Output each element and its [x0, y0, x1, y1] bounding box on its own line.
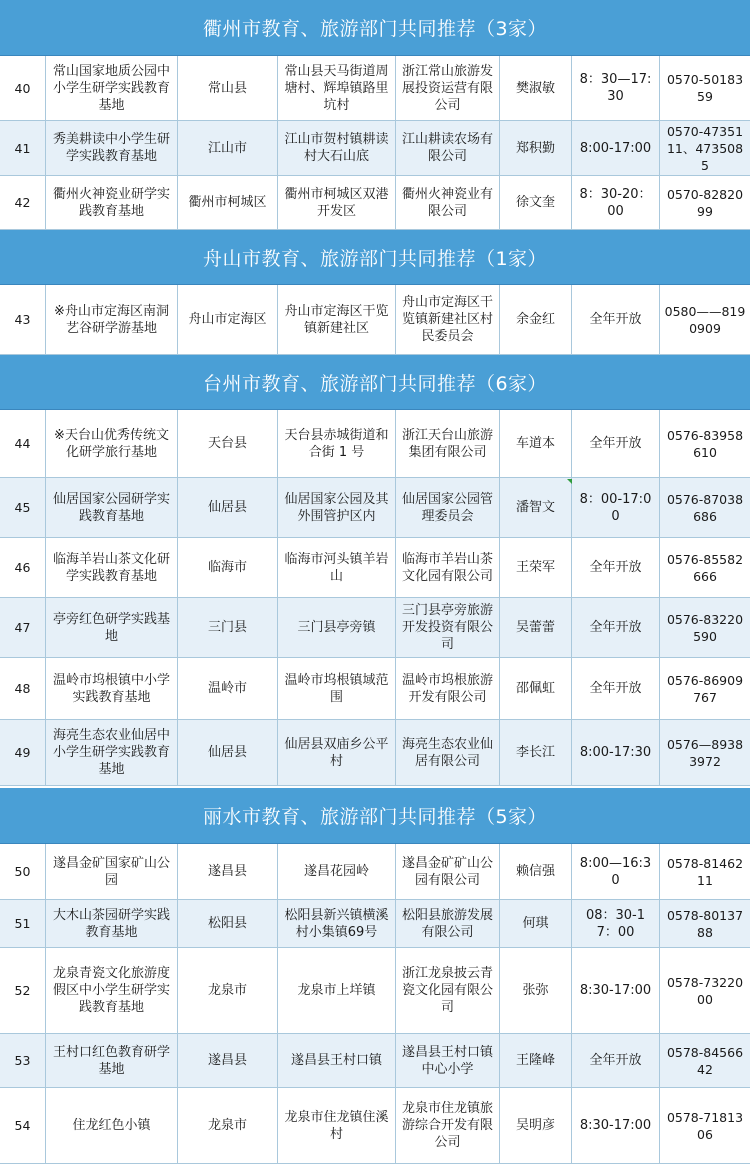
opening-hours-cell: 全年开放	[572, 1034, 660, 1087]
area-cell: 三门县	[178, 598, 278, 657]
operating-unit-cell: 龙泉市住龙镇旅游综合开发有限公司	[396, 1088, 500, 1163]
address-cell: 遂昌县王村口镇	[278, 1034, 396, 1087]
operating-unit-cell: 三门县亭旁旅游开发投资有限公司	[396, 598, 500, 657]
area-cell: 天台县	[178, 410, 278, 477]
contact-person-cell: 赖信强	[500, 844, 572, 899]
row-number-cell: 42	[0, 176, 46, 229]
area-cell: 常山县	[178, 56, 278, 120]
opening-hours-cell: 08：30-17：00	[572, 900, 660, 947]
phone-number-cell: 0576-87038686	[666, 491, 744, 524]
address-cell: 龙泉市上垟镇	[278, 948, 396, 1033]
phone-number-cell: 0570-5018359	[666, 72, 744, 104]
phone-number-cell: 0578-8146211	[666, 855, 744, 888]
opening-hours-cell: 全年开放	[572, 598, 660, 657]
phone-number-cell: 0578-8456642	[666, 1044, 744, 1077]
operating-unit-cell: 海亮生态农业仙居有限公司	[396, 720, 500, 785]
row-number-cell: 40	[0, 56, 46, 120]
row-number-cell: 52	[0, 948, 46, 1033]
table-row	[0, 538, 750, 598]
table-row	[0, 56, 750, 121]
area-cell: 龙泉市	[178, 948, 278, 1033]
phone-number-cell: 0576—89383972	[666, 736, 744, 769]
row-number-cell: 41	[0, 121, 46, 175]
phone-number-cell: 0570-8282099	[666, 186, 744, 219]
base-name-cell: 秀美耕读中小学生研学实践教育基地	[46, 121, 178, 175]
address-cell: 天台县赤城街道和合街 1 号	[278, 410, 396, 477]
table-row	[0, 285, 750, 355]
table-row	[0, 1034, 750, 1088]
opening-hours-cell: 8:30-17:00	[572, 948, 660, 1033]
table-row	[0, 658, 750, 720]
area-cell: 遂昌县	[178, 1034, 278, 1087]
table-row	[0, 410, 750, 478]
base-name-cell: 临海羊岩山茶文化研学实践教育基地	[46, 538, 178, 597]
opening-hours-cell: 8:00—16:30	[572, 844, 660, 899]
contact-person-cell: 郑积勤	[500, 121, 572, 175]
opening-hours-cell: 8：30-20：00	[572, 176, 660, 229]
phone-number-cell: 0576-85582666	[666, 551, 744, 584]
opening-hours-cell: 全年开放	[572, 410, 660, 477]
table-row	[0, 176, 750, 230]
area-cell: 龙泉市	[178, 1088, 278, 1163]
address-cell: 临海市河头镇羊岩山	[278, 538, 396, 597]
table-row	[0, 948, 750, 1034]
address-cell: 松阳县新兴镇横溪村小集镇69号	[278, 900, 396, 947]
contact-person-cell: 余金红	[500, 285, 572, 354]
contact-person-cell: 张弥	[500, 948, 572, 1033]
operating-unit-cell: 遂昌县王村口镇中心小学	[396, 1034, 500, 1087]
address-cell: 舟山市定海区干览镇新建社区	[278, 285, 396, 354]
contact-person-cell: 王隆峰	[500, 1034, 572, 1087]
contact-person-cell: 潘智文	[500, 478, 572, 537]
operating-unit-cell: 临海市羊岩山茶文化园有限公司	[396, 538, 500, 597]
section-title: 舟山市教育、旅游部门共同推荐（1家）	[0, 230, 750, 285]
opening-hours-cell: 全年开放	[572, 538, 660, 597]
operating-unit-cell: 江山耕读农场有限公司	[396, 121, 500, 175]
operating-unit-cell: 松阳县旅游发展有限公司	[396, 900, 500, 947]
operating-unit-cell: 浙江常山旅游发展投资运营有限公司	[396, 56, 500, 120]
base-name-cell: 龙泉青瓷文化旅游度假区中小学生研学实践教育基地	[46, 948, 178, 1033]
table-row	[0, 478, 750, 538]
contact-person-cell: 樊淑敏	[500, 56, 572, 120]
base-name-cell: 海亮生态农业仙居中小学生研学实践教育基地	[46, 720, 178, 785]
table-row	[0, 720, 750, 786]
opening-hours-cell: 全年开放	[572, 658, 660, 719]
area-cell: 临海市	[178, 538, 278, 597]
opening-hours-cell: 8：00-17:00	[572, 478, 660, 537]
operating-unit-cell: 浙江天台山旅游集团有限公司	[396, 410, 500, 477]
opening-hours-cell: 8：30—17:30	[572, 56, 660, 120]
base-name-cell: 大木山茶园研学实践教育基地	[46, 900, 178, 947]
opening-hours-cell: 8:00-17:00	[572, 121, 660, 175]
row-number-cell: 47	[0, 598, 46, 657]
base-name-cell: 衢州火神瓷业研学实践教育基地	[46, 176, 178, 229]
address-cell: 常山县天马街道周塘村、辉埠镇路里坑村	[278, 56, 396, 120]
base-name-cell: ※天台山优秀传统文化研学旅行基地	[46, 410, 178, 477]
area-cell: 仙居县	[178, 478, 278, 537]
row-number-cell: 43	[0, 285, 46, 354]
contact-person-cell: 徐文奎	[500, 176, 572, 229]
contact-person-cell: 邵佩虹	[500, 658, 572, 719]
phone-number-cell: 0578-7181306	[666, 1109, 744, 1142]
row-number-cell: 44	[0, 410, 46, 477]
operating-unit-cell: 仙居国家公园管理委员会	[396, 478, 500, 537]
contact-person-cell: 车道本	[500, 410, 572, 477]
contact-person-cell: 李长江	[500, 720, 572, 785]
address-cell: 仙居国家公园及其外围管护区内	[278, 478, 396, 537]
phone-number-cell: 0578-8013788	[666, 907, 744, 940]
operating-unit-cell: 浙江龙泉披云青瓷文化园有限公司	[396, 948, 500, 1033]
operating-unit-cell: 遂昌金矿矿山公园有限公司	[396, 844, 500, 899]
contact-person-cell: 吴明彦	[500, 1088, 572, 1163]
cell-comment-marker	[567, 479, 572, 484]
operating-unit-cell: 温岭市坞根旅游开发有限公司	[396, 658, 500, 719]
address-cell: 龙泉市住龙镇住溪村	[278, 1088, 396, 1163]
row-number-cell: 53	[0, 1034, 46, 1087]
table-row	[0, 844, 750, 900]
area-cell: 遂昌县	[178, 844, 278, 899]
section-title: 台州市教育、旅游部门共同推荐（6家）	[0, 355, 750, 410]
address-cell: 遂昌花园岭	[278, 844, 396, 899]
row-number-cell: 48	[0, 658, 46, 719]
phone-number-cell: 0576-83220590	[666, 611, 744, 644]
area-cell: 江山市	[178, 121, 278, 175]
row-number-cell: 54	[0, 1088, 46, 1163]
area-cell: 舟山市定海区	[178, 285, 278, 354]
address-cell: 江山市贺村镇耕读村大石山底	[278, 121, 396, 175]
area-cell: 温岭市	[178, 658, 278, 719]
opening-hours-cell: 8:30-17:00	[572, 1088, 660, 1163]
opening-hours-cell: 8:00-17:30	[572, 720, 660, 785]
section-title: 衢州市教育、旅游部门共同推荐（3家）	[0, 0, 750, 56]
address-cell: 三门县亭旁镇	[278, 598, 396, 657]
area-cell: 衢州市柯城区	[178, 176, 278, 229]
base-name-cell: ※舟山市定海区南洞艺谷研学游基地	[46, 285, 178, 354]
base-name-cell: 亭旁红色研学实践基地	[46, 598, 178, 657]
row-number-cell: 46	[0, 538, 46, 597]
contact-person-cell: 吴蕾蕾	[500, 598, 572, 657]
table-row	[0, 121, 750, 176]
base-name-cell: 王村口红色教育研学基地	[46, 1034, 178, 1087]
table-row	[0, 1088, 750, 1164]
address-cell: 仙居县双庙乡公平村	[278, 720, 396, 785]
base-name-cell: 常山国家地质公园中小学生研学实践教育基地	[46, 56, 178, 120]
phone-number-cell: 0578-7322000	[666, 974, 744, 1007]
base-name-cell: 仙居国家公园研学实践教育基地	[46, 478, 178, 537]
contact-person-cell: 何琪	[500, 900, 572, 947]
phone-number-cell: 0570-4735111、4735085	[666, 123, 744, 173]
phone-number-cell: 0580——8190909	[664, 303, 746, 336]
row-number-cell: 49	[0, 720, 46, 785]
operating-unit-cell: 衢州火神瓷业有限公司	[396, 176, 500, 229]
phone-number-cell: 0576-86909767	[666, 672, 744, 705]
base-name-cell: 温岭市坞根镇中小学实践教育基地	[46, 658, 178, 719]
area-cell: 松阳县	[178, 900, 278, 947]
table-row	[0, 900, 750, 948]
row-number-cell: 51	[0, 900, 46, 947]
base-name-cell: 住龙红色小镇	[46, 1088, 178, 1163]
area-cell: 仙居县	[178, 720, 278, 785]
section-title: 丽水市教育、旅游部门共同推荐（5家）	[0, 788, 750, 844]
address-cell: 衢州市柯城区双港开发区	[278, 176, 396, 229]
base-name-cell: 遂昌金矿国家矿山公园	[46, 844, 178, 899]
phone-number-cell: 0576-83958610	[666, 427, 744, 460]
row-number-cell: 50	[0, 844, 46, 899]
address-cell: 温岭市坞根镇域范围	[278, 658, 396, 719]
contact-person-cell: 王荣军	[500, 538, 572, 597]
operating-unit-cell: 舟山市定海区干览镇新建社区村民委员会	[396, 285, 500, 354]
table-row	[0, 598, 750, 658]
row-number-cell: 45	[0, 478, 46, 537]
opening-hours-cell: 全年开放	[572, 285, 660, 354]
